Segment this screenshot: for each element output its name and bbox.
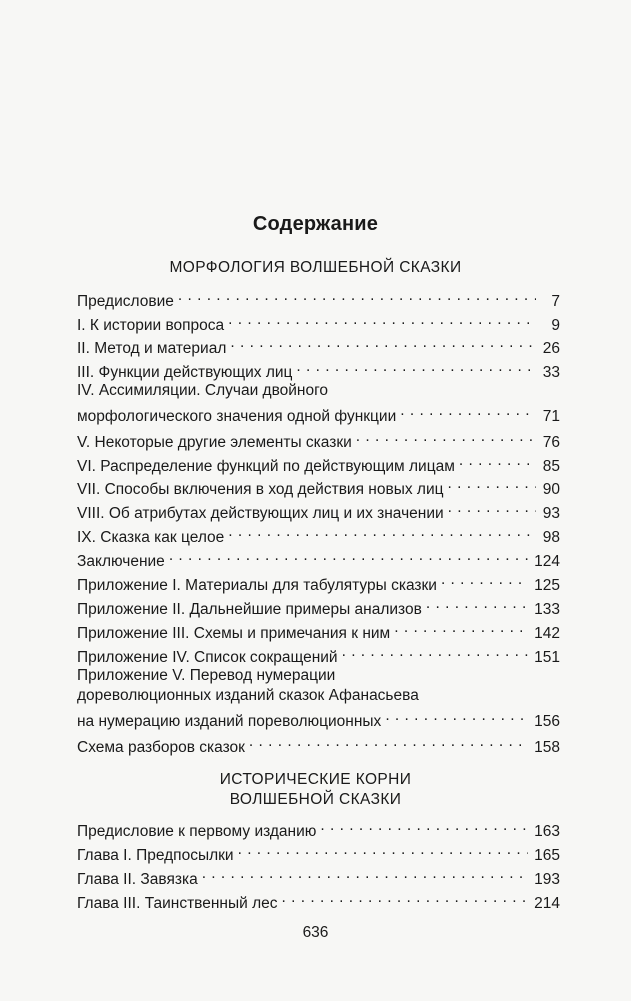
toc-entry-title: V. Некоторые другие элементы сказки	[77, 434, 352, 451]
toc-entry-page: 71	[542, 408, 560, 425]
toc-leader-dots	[228, 310, 536, 330]
toc-entry-title: IX. Сказка как целое	[77, 529, 225, 546]
toc-leader-dots	[238, 840, 529, 860]
toc-entry-title: III. Функции действующих лиц	[77, 364, 293, 381]
toc-entry-page: 98	[542, 529, 560, 546]
section-heading-line: ВОЛШЕБНОЙ СКАЗКИ	[229, 791, 402, 808]
toc-entry	[77, 888, 560, 914]
toc-entry	[77, 864, 560, 890]
toc-entry-title: на нумерацию изданий пореволюционных	[77, 713, 382, 730]
toc-entry-title: I. К истории вопроса	[77, 317, 225, 334]
toc-entry-title: II. Метод и материал	[77, 340, 227, 357]
toc-entry	[77, 666, 560, 732]
toc-entry-page: 85	[542, 458, 560, 475]
toc-entry	[77, 570, 560, 596]
section-heading-historical-roots	[0, 770, 631, 810]
toc-entry-title: Глава III. Таинственный лес	[77, 895, 278, 912]
page-number: 636	[302, 924, 329, 941]
toc-entry-title: Заключение	[77, 553, 165, 570]
toc-entry	[77, 840, 560, 866]
toc-leader-dots	[230, 333, 536, 353]
toc-entry-page: 124	[534, 553, 560, 570]
toc-entry-title: Предисловие к первому изданию	[77, 823, 317, 840]
toc-entry-page: 7	[551, 293, 560, 310]
toc-leader-dots	[356, 427, 536, 447]
page-title: Содержание	[252, 213, 379, 235]
toc-entry-page: 142	[534, 625, 560, 642]
toc-entry-page: 76	[542, 434, 560, 451]
toc-entry-page: 9	[551, 317, 560, 334]
toc-entry	[77, 381, 560, 427]
toc-entry	[77, 286, 560, 312]
toc-leader-dots	[459, 451, 536, 471]
toc-entry	[77, 732, 560, 758]
toc-leader-dots	[282, 888, 529, 908]
toc-entry-title: VI. Распределение функций по действующим лицам	[77, 458, 455, 475]
toc-entry-title: Глава II. Завязка	[77, 871, 198, 888]
toc-entry-page: 165	[534, 847, 560, 864]
toc-entry	[77, 522, 560, 548]
toc-entry-title: Глава I. Предпосылки	[77, 847, 234, 864]
toc-entry-title: VII. Способы включения в ход действия новых лиц	[77, 481, 444, 498]
toc-entry-title: Приложение I. Материалы для табулятуры сказки	[77, 577, 437, 594]
toc-entry-page: 193	[534, 871, 560, 888]
toc-leader-dots	[394, 618, 528, 638]
toc-leader-dots	[320, 816, 528, 836]
toc-leader-dots	[426, 594, 528, 614]
toc-entry-title: VIII. Об атрибутах действующих лиц и их значении	[77, 505, 444, 522]
toc-entry-title: Приложение IV. Список сокращений	[77, 649, 338, 666]
toc-leader-dots	[169, 546, 528, 566]
toc-entry	[77, 642, 560, 668]
toc-leader-dots	[342, 642, 529, 662]
toc-entry-title: Приложение II. Дальнейшие примеры анализов	[77, 601, 422, 618]
toc-entry-page: 156	[534, 713, 560, 730]
toc-leader-dots	[385, 706, 528, 726]
toc-leader-dots	[448, 498, 536, 518]
toc-entry-title: Приложение III. Схемы и примечания к ним	[77, 625, 391, 642]
toc-entry-page: 151	[534, 649, 560, 666]
toc-entry-title-line: дореволюционных изданий сказок Афанасьева	[77, 687, 419, 704]
toc-entry-title-line: Приложение V. Перевод нумерации	[77, 667, 336, 684]
toc-entry-page: 214	[534, 895, 560, 912]
toc-entry-title-line: IV. Ассимиляции. Случаи двойного	[77, 382, 329, 399]
toc-leader-dots	[249, 732, 528, 752]
toc-entry-page: 33	[542, 364, 560, 381]
toc-entry	[77, 498, 560, 524]
toc-entry-page: 93	[542, 505, 560, 522]
toc-entry	[77, 618, 560, 644]
toc-entry	[77, 333, 560, 359]
toc-entry-page: 125	[534, 577, 560, 594]
toc-entry-page: 26	[542, 340, 560, 357]
toc-entry-title: Схема разборов сказок	[77, 739, 245, 756]
toc-entry-title: Предисловие	[77, 293, 174, 310]
toc-entry-page: 163	[534, 823, 560, 840]
toc-leader-dots	[202, 864, 528, 884]
toc-leader-dots	[296, 357, 536, 377]
toc-leader-dots	[178, 286, 536, 306]
section-heading-morphology: МОРФОЛОГИЯ ВОЛШЕБНОЙ СКАЗКИ	[169, 259, 462, 276]
toc-entry	[77, 427, 560, 453]
toc-entry	[77, 594, 560, 620]
toc-entry	[77, 474, 560, 500]
toc-leader-dots	[400, 401, 536, 421]
toc-entry-page: 158	[534, 739, 560, 756]
toc-entry	[77, 816, 560, 842]
toc-leader-dots	[441, 570, 528, 590]
toc-entry-title: морфологического значения одной функции	[77, 408, 397, 425]
toc-leader-dots	[447, 474, 536, 494]
toc-entry-page: 90	[542, 481, 560, 498]
toc-entry	[77, 546, 560, 572]
toc-entry-page: 133	[534, 601, 560, 618]
toc-entry	[77, 357, 560, 383]
section-heading-line: ИСТОРИЧЕСКИЕ КОРНИ	[219, 771, 412, 788]
toc-leader-dots	[228, 522, 536, 542]
